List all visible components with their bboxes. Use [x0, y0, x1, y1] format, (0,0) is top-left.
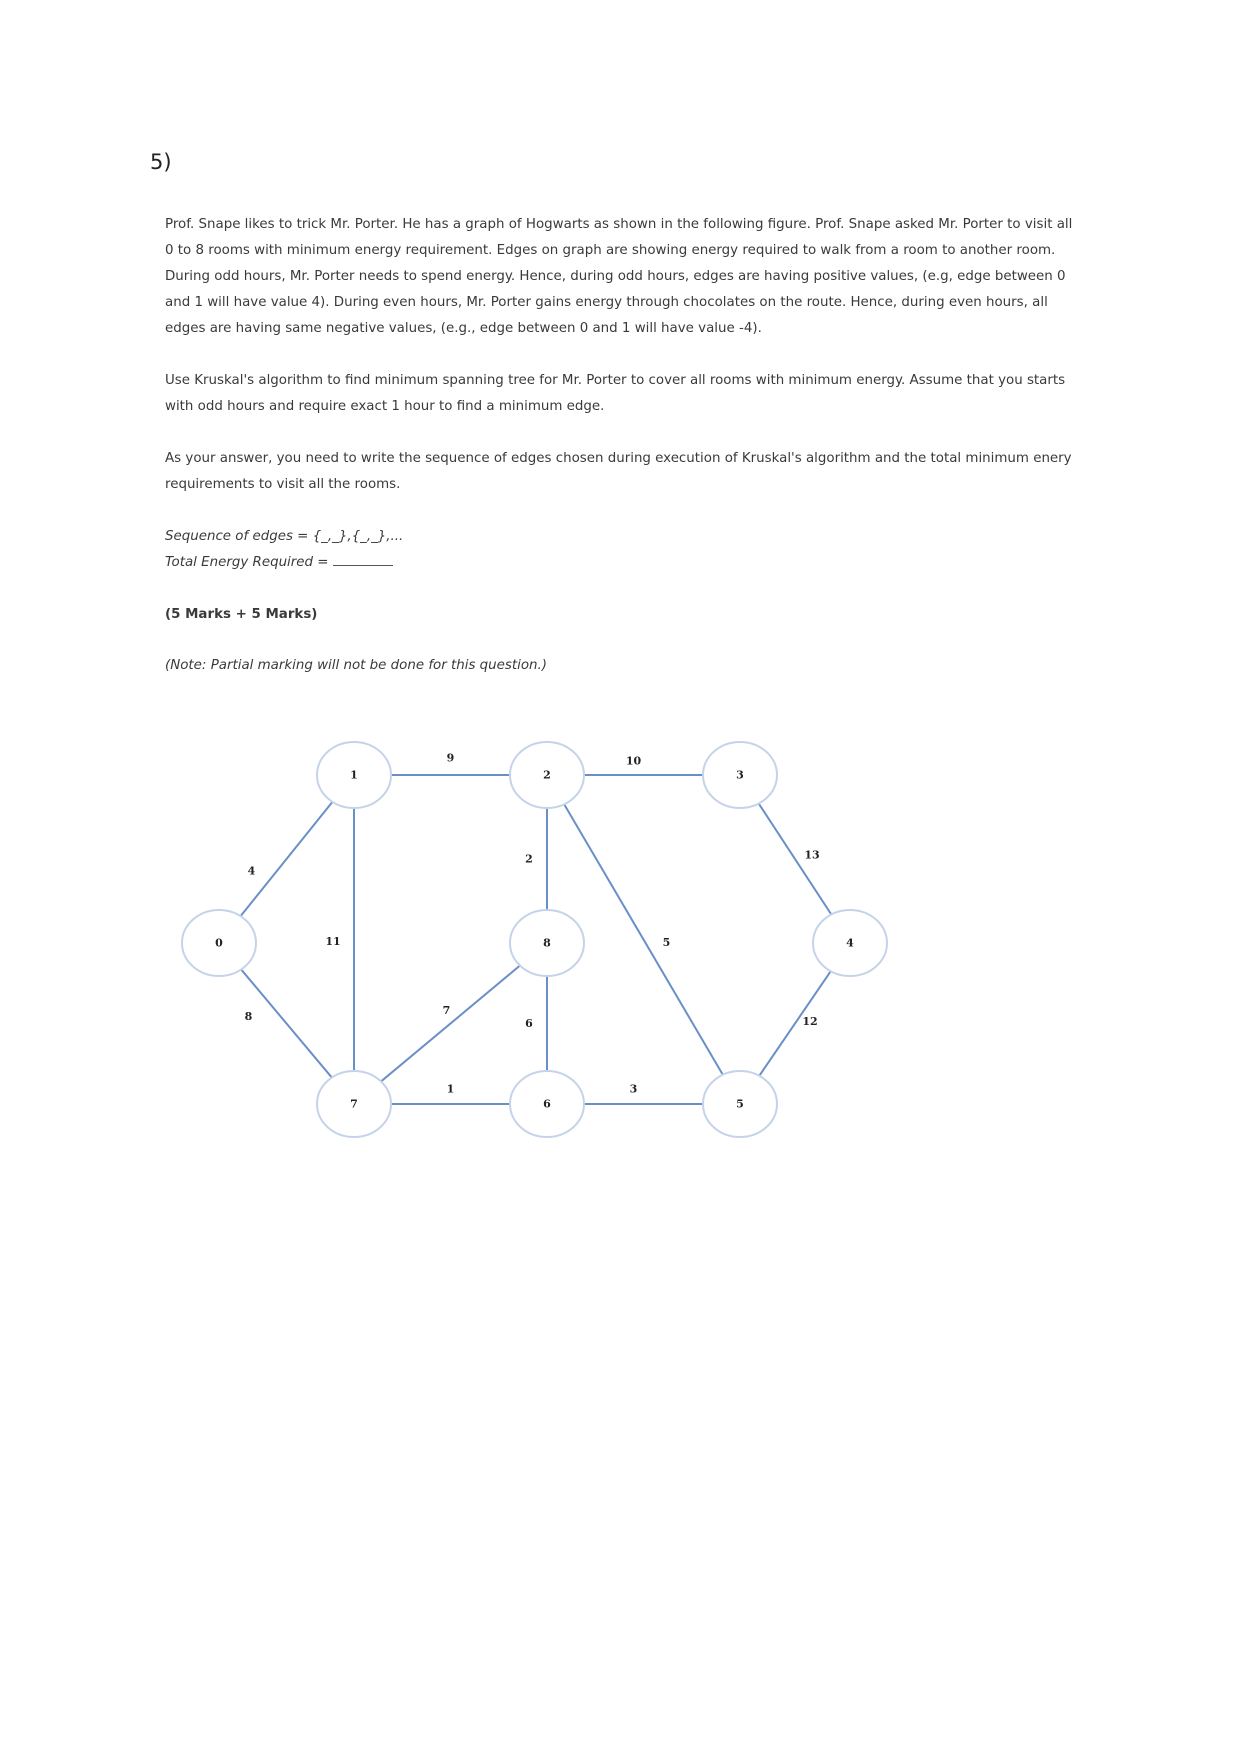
problem-statement: Prof. Snape likes to trick Mr. Porter. He has a graph of Hogwarts as shown in the following figure. Prof. Snape asked Mr. Porter to visit all 0 to 8 rooms with minimum energy requirement. Edges on graph are showing energy required to walk from a room to another room. During odd hours, Mr. Porter needs to spend energy. Hence, during odd hours, edges are having positive values, (e.g, edge between 0 and 1 will have value 4). During even hours, Mr. Porter gains energy through chocolates on the route. Hence, during even hours, all edges are having same negative values, (e.g., edge between 0 and 1 will have value -4).	[165, 217, 1073, 336]
edge-7-8	[381, 966, 520, 1082]
node-5	[703, 1071, 777, 1137]
node-2	[510, 742, 584, 808]
edge-weight-4-5: 12	[802, 1015, 818, 1028]
edge-3-4	[759, 803, 832, 914]
edge-weight-2-5: 5	[662, 936, 671, 949]
edge-2-5	[564, 804, 723, 1075]
edge-weight-2-3: 10	[625, 754, 642, 768]
node-1	[317, 742, 391, 808]
node-label-8: 8	[543, 936, 551, 950]
edge-0-7	[241, 969, 332, 1077]
edge-weight-0-1: 4	[247, 864, 256, 878]
edge-weight-7-8: 7	[442, 1004, 451, 1017]
node-8	[510, 910, 584, 976]
edge-weight-3-4: 13	[804, 848, 820, 862]
question-number: 5)	[150, 150, 172, 174]
marks: (5 Marks + 5 Marks)	[165, 607, 318, 622]
edge-4-5	[759, 971, 830, 1076]
instructions: Use Kruskal's algorithm to find minimum spanning tree for Mr. Porter to cover all rooms with minimum energy. Assume that you starts with odd hours and require exact 1 hour to find a minimum edge.	[165, 373, 1066, 414]
node-4	[813, 910, 887, 976]
edge-weight-1-7: 11	[325, 935, 341, 948]
edge-weight-6-5: 3	[629, 1082, 638, 1096]
node-3	[703, 742, 777, 808]
note: (Note: Partial marking will not be done for this question.)	[165, 658, 548, 673]
node-label-2: 2	[543, 768, 551, 782]
edge-0-1	[241, 802, 333, 916]
edge-weight-7-6: 1	[446, 1082, 455, 1096]
node-7	[317, 1071, 391, 1137]
node-label-1: 1	[350, 768, 358, 782]
answer-format: As your answer, you need to write the sequence of edges chosen during execution of Kruskal's algorithm and the total minimum enery requirements to visit all the rooms.	[165, 451, 1072, 492]
node-0	[182, 910, 256, 976]
graph-nodes	[182, 742, 887, 1137]
edge-weight-8-6: 6	[525, 1017, 533, 1030]
node-label-7: 7	[350, 1097, 358, 1111]
node-label-6: 6	[543, 1097, 551, 1111]
node-label-5: 5	[736, 1097, 744, 1111]
node-label-3: 3	[736, 768, 744, 782]
node-label-0: 0	[215, 936, 223, 950]
edge-weight-0-7: 8	[244, 1010, 253, 1023]
edge-weight-2-8: 2	[525, 852, 533, 866]
node-6	[510, 1071, 584, 1137]
node-label-4: 4	[846, 936, 854, 950]
total-energy-label: Total Energy Required =	[165, 555, 333, 570]
sequence-of-edges-line: Sequence of edges = {_,_},{_,_},...	[165, 529, 404, 544]
edge-weight-1-2: 9	[446, 751, 455, 765]
